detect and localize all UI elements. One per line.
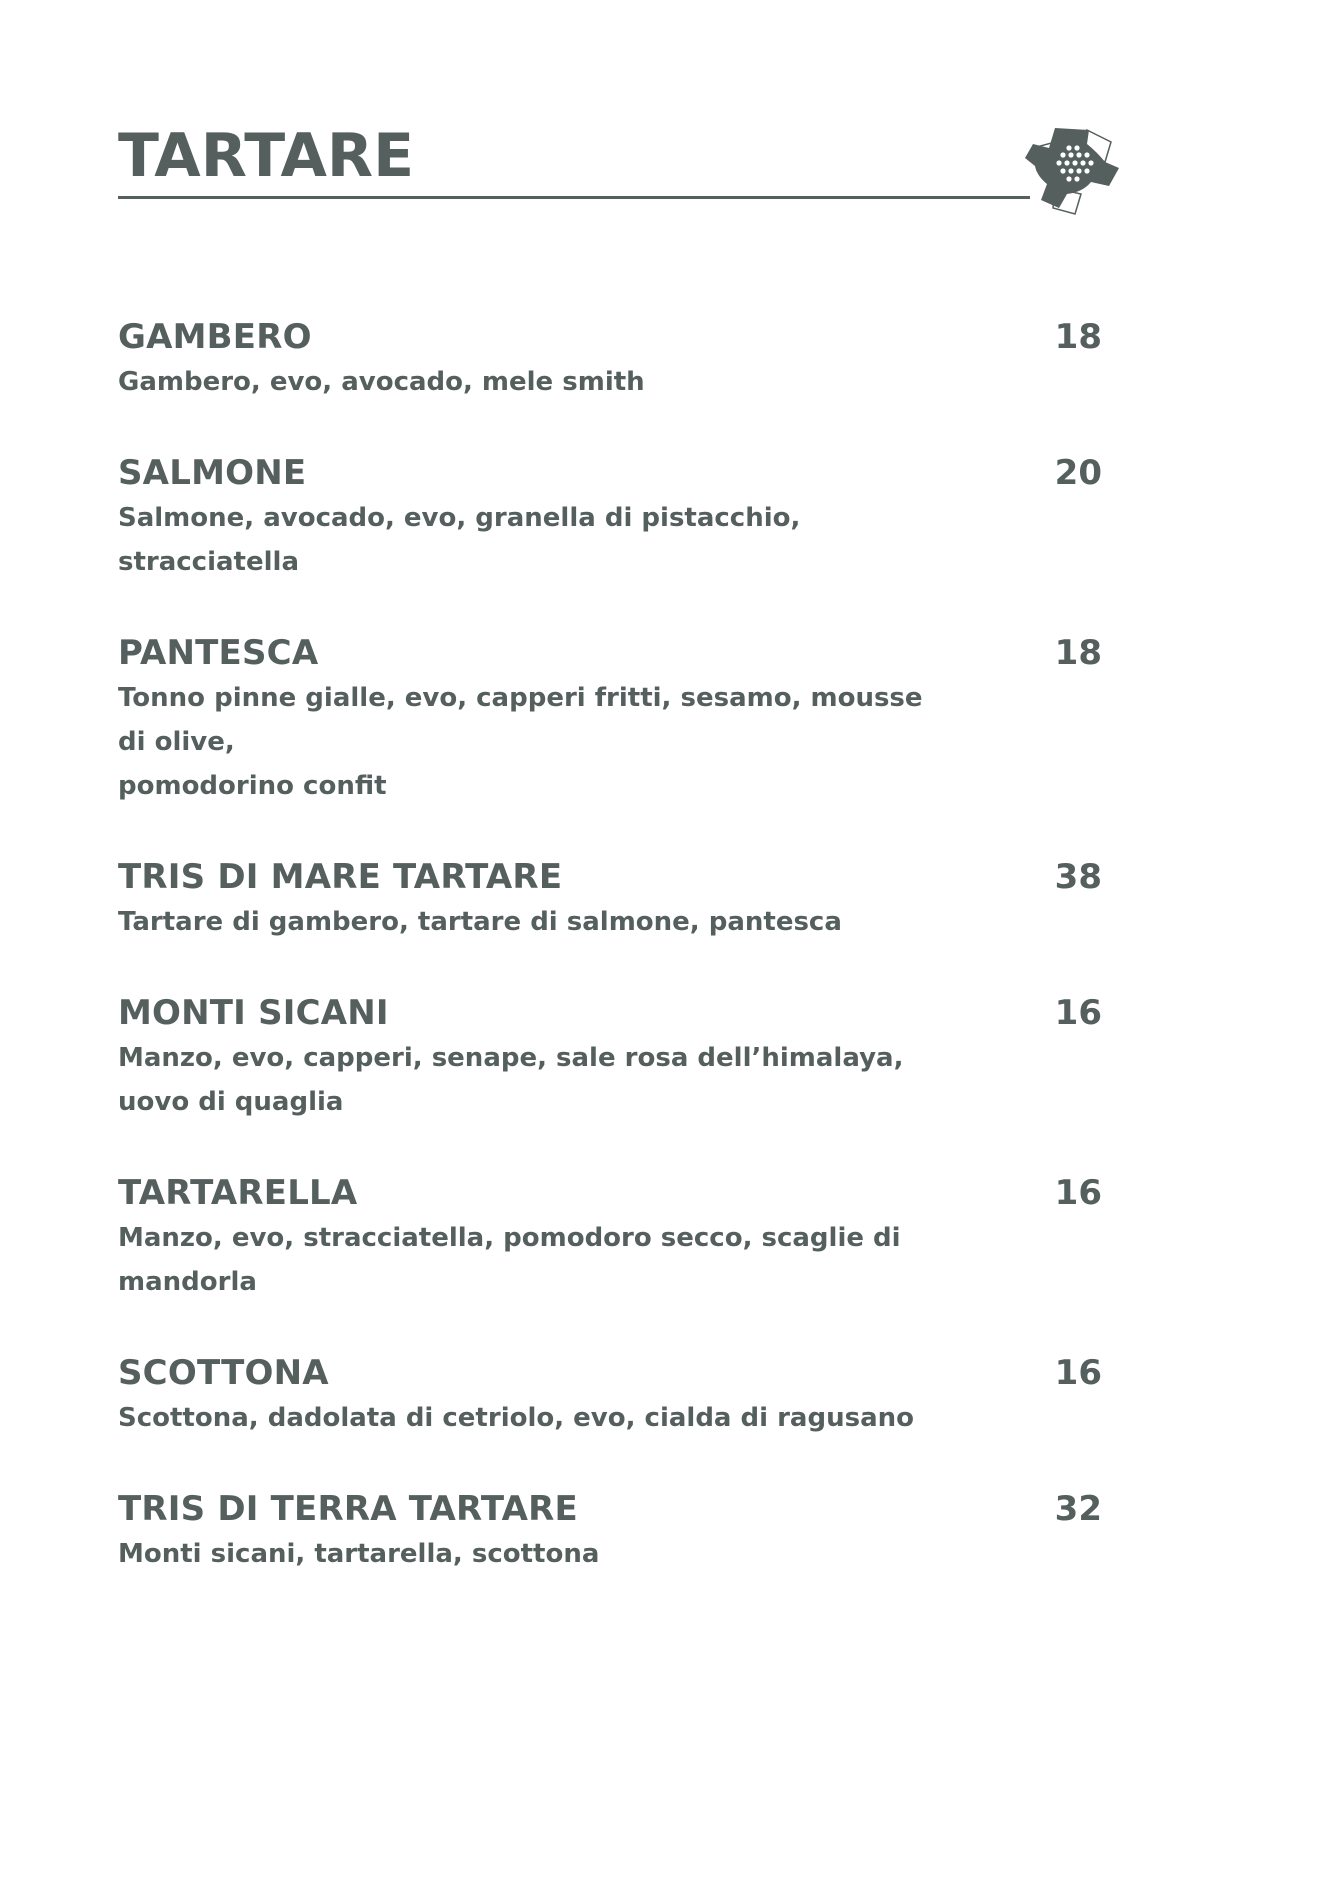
description-line: Gambero, evo, avocado, mele smith <box>118 367 645 397</box>
item-description <box>118 1036 948 1124</box>
description-line: Tonno pinne gialle, evo, capperi fritti, sesamo, mousse di olive, <box>118 683 923 757</box>
description-line: uovo di quaglia <box>118 1087 344 1117</box>
item-price: 16 <box>1054 993 1102 1033</box>
item-description <box>118 1532 948 1576</box>
item-description <box>118 496 948 584</box>
item-name: TRIS DI TERRA TARTARE <box>118 1489 578 1529</box>
item-name: GAMBERO <box>118 317 312 357</box>
item-description <box>118 676 948 808</box>
description-line: Manzo, evo, stracciatella, pomodoro secco, scaglie di mandorla <box>118 1223 901 1297</box>
description-line: Manzo, evo, capperi, senape, sale rosa dell’himalaya, <box>118 1043 904 1073</box>
menu-item-tartarella <box>118 1170 1108 1304</box>
item-name: MONTI SICANI <box>118 993 389 1033</box>
description-line: Monti sicani, tartarella, scottona <box>118 1539 600 1569</box>
menu-item-scottona <box>118 1350 1108 1440</box>
menu-item-gambero <box>118 314 1108 404</box>
menu-list <box>118 314 1108 1622</box>
menu-item-monti-sicani <box>118 990 1108 1124</box>
item-price: 16 <box>1054 1173 1102 1213</box>
menu-item-salmone <box>118 450 1108 584</box>
menu-item-pantesca <box>118 630 1108 808</box>
item-description <box>118 1216 948 1304</box>
item-description <box>118 360 948 404</box>
menu-item-tris-di-mare <box>118 854 1108 944</box>
description-line: Tartare di gambero, tartare di salmone, pantesca <box>118 907 842 937</box>
item-price: 18 <box>1054 317 1102 357</box>
description-line: Salmone, avocado, evo, granella di pistacchio, stracciatella <box>118 503 801 577</box>
item-name: SALMONE <box>118 453 307 493</box>
item-name: PANTESCA <box>118 633 319 673</box>
menu-item-tris-di-terra <box>118 1486 1108 1576</box>
item-description <box>118 900 948 944</box>
title-underline <box>118 196 1030 199</box>
item-name: TARTARELLA <box>118 1173 358 1213</box>
page-title: TARTARE <box>118 121 415 191</box>
description-line: Scottona, dadolata di cetriolo, evo, cialda di ragusano <box>118 1403 914 1433</box>
item-price: 32 <box>1054 1489 1102 1529</box>
item-price: 16 <box>1054 1353 1102 1393</box>
item-name: SCOTTONA <box>118 1353 329 1393</box>
description-line: pomodorino confit <box>118 771 387 801</box>
item-price: 20 <box>1054 453 1102 493</box>
item-name: TRIS DI MARE TARTARE <box>118 857 563 897</box>
crest-logo-icon <box>1025 122 1121 216</box>
item-description <box>118 1396 948 1440</box>
item-price: 18 <box>1054 633 1102 673</box>
item-price: 38 <box>1054 857 1102 897</box>
